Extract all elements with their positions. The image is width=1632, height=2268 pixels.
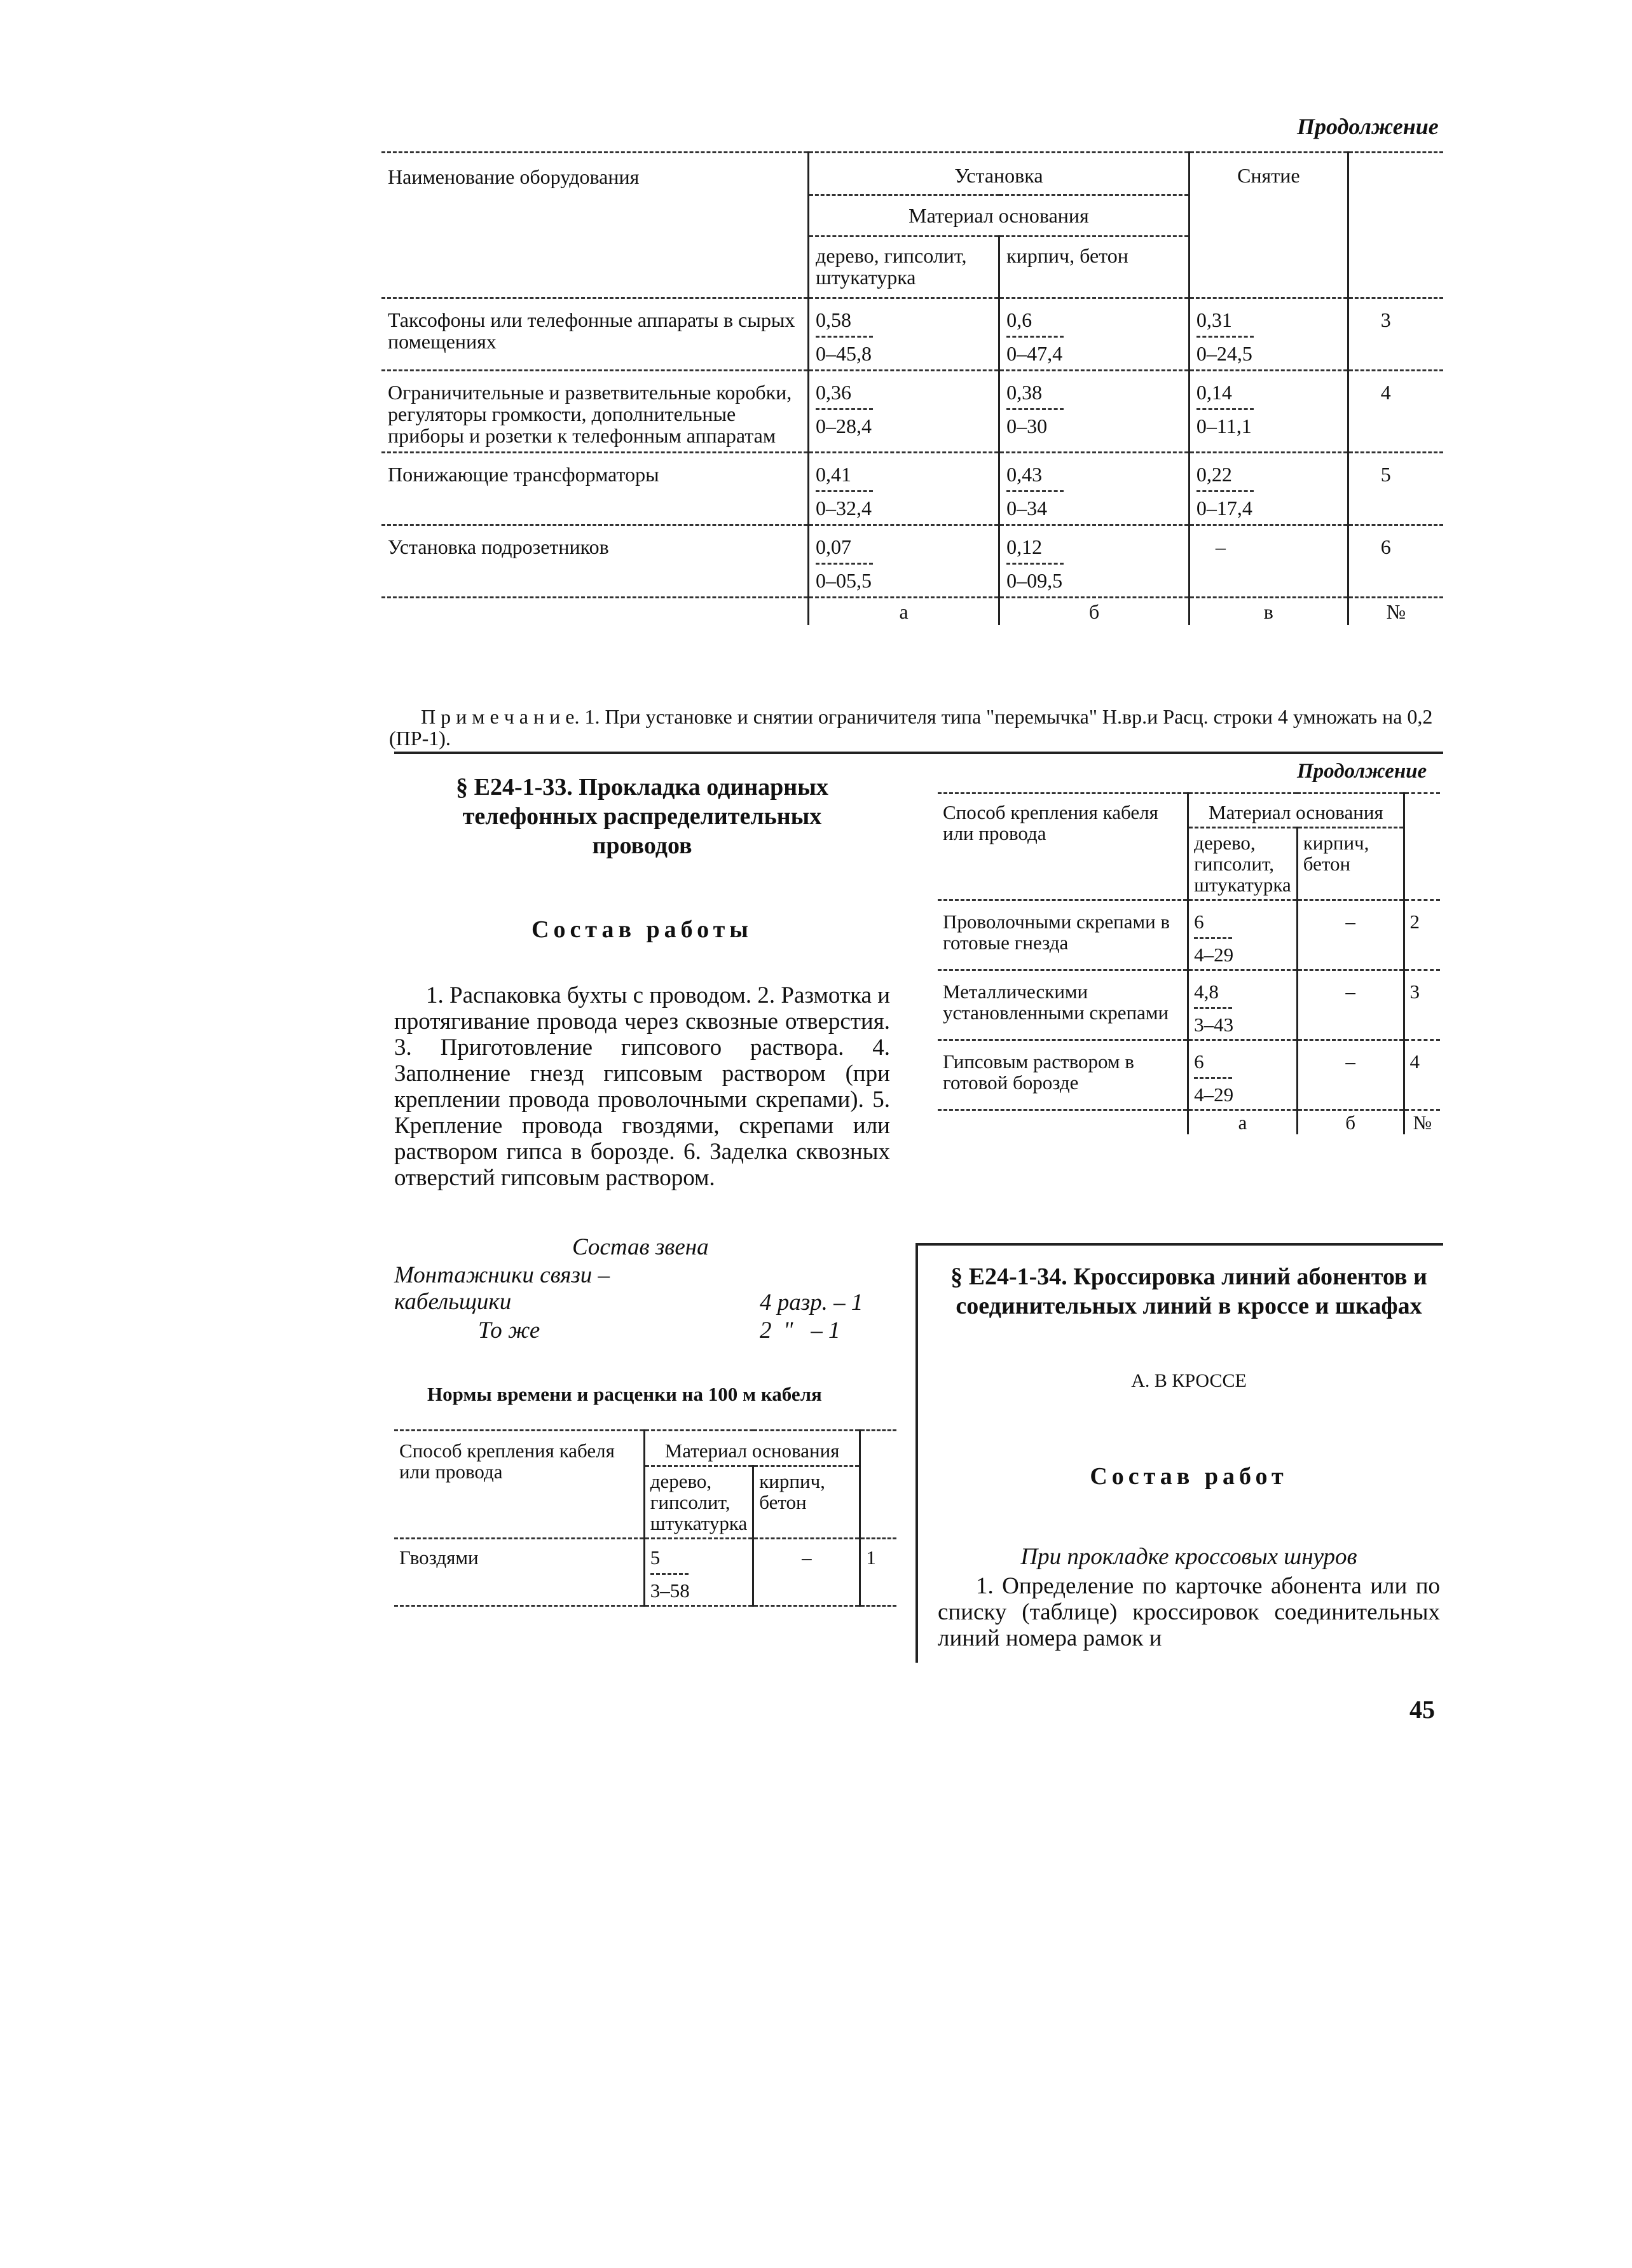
header-install: Установка — [809, 153, 1190, 195]
norms-heading: Нормы времени и расценки на 100 м кабеля — [427, 1383, 822, 1405]
crew-1-name: Монтажники связи – кабельщики — [394, 1262, 610, 1315]
table-row: Установка подрозетников $\frac{0,07}{0-05,5}$ $\frac{0,12}{0-09,5}$ – 6 — [381, 525, 1443, 598]
t2-header-material: Материал основания — [644, 1431, 860, 1466]
page-number: 45 — [1409, 1695, 1435, 1724]
header-name: Наименование оборудования — [381, 153, 809, 298]
table-note: П р и м е ч а н и е. 1. При установке и снятии ограничителя типа "перемычка" Н.вр.и Расц. строки 4 умножать на 0,2 (ПР-1). — [389, 705, 1433, 750]
work-composition-heading: Состав работы — [531, 916, 753, 943]
crew-2-grade: 2 " – 1 — [760, 1317, 840, 1344]
table-row: Гвоздями $\frac{5}{3-58}$ – 1 — [394, 1539, 896, 1606]
norms-table-2: Способ крепления кабеля или провода Материал основания дерево, гипсолит, штукатурка кирпич, бетон Проволочными скрепами в готовые гнезда $\frac{6}{4-29}$ – 2 Металлическими установленными скрепами $\frac{4,8}{3-43}$ – 3 Гипсовым раствором в готовой борозде $\frac{6}{4-29}$ – 4 а б № — [938, 792, 1440, 1134]
crew-2-name: То же — [478, 1317, 540, 1344]
table-row: Проволочными скрепами в готовые гнезда $\frac{6}{4-29}$ – 2 — [938, 900, 1440, 970]
continuation-label: Продолжение — [1297, 114, 1439, 139]
crew-heading: Состав звена — [572, 1234, 709, 1260]
section-33-title: § Е24-1-33. Прокладка одинарных телефонных распределительных проводов — [456, 774, 828, 859]
table-row: Ограничительные и разветвительные коробки, регуляторы громкости, дополнительные приборы и розетки к телефонным аппаратам $\frac{0,36}{0-28,4}$ $\frac{0,38}{0-30}$ $\frac{0,14}{0-11,1}$ 4 — [381, 371, 1443, 453]
section-34-title: § Е24-1-34. Кроссировка линий абонентов и соединительных линий в кроссе и шкафах — [950, 1263, 1427, 1319]
work-composition-text: 1. Распаковка бухты с проводом. 2. Размотка и протягивание провода через сквозные отверстия. 3. Приготовление гипсового раствора. 4. Заполнение гнезд гипсовым раствором (при креплении провода проволочными скрепами). 5. Крепление провода гвоздями, скрепами или раствором гипса в борозде. 6. Заделка сквозных отверстий гипсовым раствором. — [394, 982, 890, 1191]
t2-header-brick: кирпич, бетон — [753, 1466, 860, 1539]
equipment-table — [381, 151, 1443, 625]
work-composition-heading-2: Состав работ — [1090, 1463, 1288, 1490]
section-34-subtitle: А. В КРОССЕ — [1131, 1370, 1247, 1391]
t2-header-method: Способ крепления кабеля или провода — [394, 1431, 644, 1539]
section-34-top-rule — [915, 1243, 1443, 1246]
table-footer-row: а б № — [938, 1110, 1440, 1135]
table-row: Гипсовым раствором в готовой борозде $\frac{6}{4-29}$ – 4 — [938, 1040, 1440, 1110]
table-row: Понижающие трансформаторы $\frac{0,41}{0-32,4}$ $\frac{0,43}{0-34}$ $\frac{0,22}{0-17,4}$ 5 — [381, 453, 1443, 525]
table-footer-row: а б в № — [381, 598, 1443, 626]
header-material: Материал основания — [809, 195, 1190, 237]
header-wood: дерево, гипсолит, штукатурка — [809, 237, 999, 298]
table-row: Металлическими установленными скрепами $\frac{4,8}{3-43}$ – 3 — [938, 970, 1440, 1040]
header-remove: Снятие — [1189, 153, 1348, 298]
header-brick: кирпич, бетон — [999, 237, 1190, 298]
section-34-left-rule — [915, 1243, 918, 1663]
continuation-label-2: Продолжение — [1297, 760, 1427, 783]
t2-header-wood: дерево, гипсолит, штукатурка — [644, 1466, 753, 1539]
norms-table-1 — [394, 1429, 896, 1608]
section-divider — [394, 752, 1443, 754]
crew-1-grade: 4 разр. – 1 — [760, 1289, 863, 1316]
section-34-italic-sub: При прокладке кроссовых шнуров — [1020, 1544, 1357, 1570]
table-row: Таксофоны или телефонные аппараты в сырых помещениях $\frac{0,58}{0-45,8}$ $\frac{0,6}{0-47,4}$ $\frac{0,31}{0-24,5}$ 3 — [381, 298, 1443, 371]
section-34-text: 1. Определение по карточке абонента или по списку (таблице) кроссировок соединительных линий номера рамок и — [938, 1573, 1440, 1651]
